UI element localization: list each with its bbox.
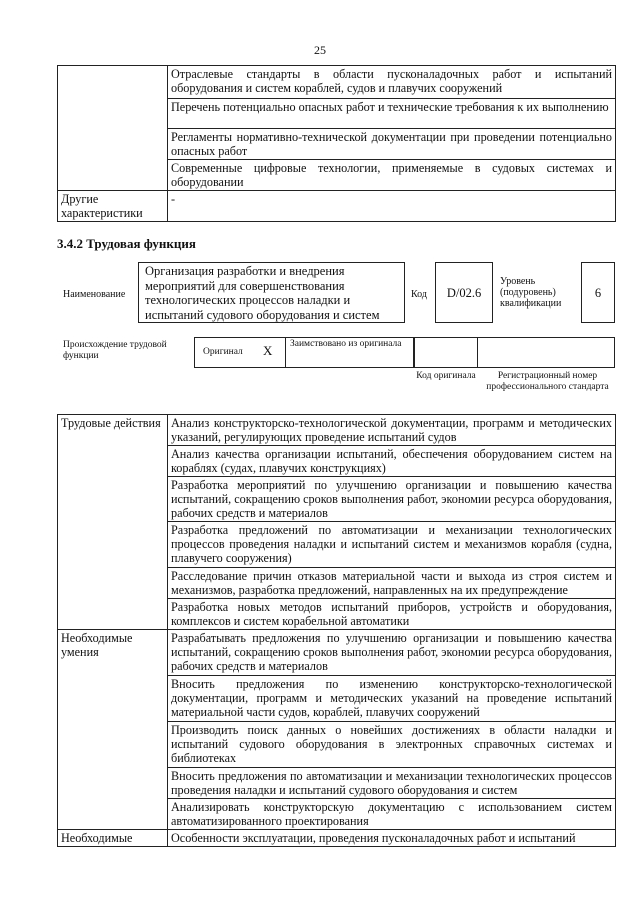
table-row: Расследование причин отказов материальной части и выхода из строя систем и механизмов, разработка предложений, направленных на их предупреждение <box>168 568 616 599</box>
top-table-row: Регламенты нормативно-технической документации при проведении потенциально опасных работ <box>168 129 616 160</box>
table-row: Вносить предложения по изменению конструкторско-технологической документации, программ и методических указаний на проведение испытаний материальной части судов, кораблей, плавучих сооружений <box>168 676 616 722</box>
required-knowledge-label: Необходимые <box>58 830 168 847</box>
required-skills-label: Необходимые умения <box>58 630 168 830</box>
code-label: Код <box>411 289 427 300</box>
table-row: Разработка новых методов испытаний приборов, устройств и оборудования, комплексов и систем корабельной автоматики <box>168 599 616 630</box>
table-row: Анализ качества организации испытаний, обеспечения оборудованием систем на кораблях (судах, плавучих конструкциях) <box>168 446 616 477</box>
code-original-box <box>414 337 478 368</box>
reg-number-box <box>477 337 615 368</box>
table-row: Анализировать конструкторскую документацию с использованием систем автоматизированного проектирования <box>168 799 616 830</box>
original-label: Оригинал <box>203 347 243 357</box>
borrowed-label: Заимствовано из оригинала <box>290 339 402 349</box>
top-table-empty-label-cell <box>58 66 168 191</box>
reg-number-caption: Регистрационный номер профессионального стандарта <box>486 371 609 392</box>
function-code-value: D/02.6 <box>435 262 493 323</box>
code-original-caption: Код оригинала <box>416 371 476 381</box>
top-table-row: Современные цифровые технологии, применяемые в судовых системах и оборудовании <box>168 160 616 191</box>
top-characteristics-table <box>57 65 616 222</box>
table-row: Разработка предложений по автоматизации и механизации технологических процессов проведения наладки и испытаний систем и механизмов корабля (судна, плавучего сооружения) <box>168 522 616 568</box>
labor-actions-label: Трудовые действия <box>58 415 168 630</box>
table-row: Разрабатывать предложения по улучшению организации и повышению качества испытаний, сокращению сроков выполнения работ, экономии ресурса оборудования, рабочих средств и материалов <box>168 630 616 676</box>
top-table-row: Отраслевые стандарты в области пусконаладочных работ и испытаний оборудования и систем кораблей, судов и плавучих сооружений <box>168 66 616 99</box>
level-label: Уровень (подуровень) квалификации <box>500 276 562 309</box>
labor-function-table <box>57 414 616 847</box>
page-number: 25 <box>314 43 326 57</box>
qualification-level-value: 6 <box>581 262 615 323</box>
origin-divider <box>285 337 286 368</box>
table-row: Вносить предложения по автоматизации и механизации технологических процессов проведения наладки и испытаний судового оборудования и систем <box>168 768 616 799</box>
table-row: Разработка мероприятий по улучшению организации и повышению качества испытаний, сокращению сроков выполнения работ, экономии ресурса оборудования, рабочих средств и материалов <box>168 477 616 522</box>
top-table-row: Перечень потенциально опасных работ и технические требования к их выполнению <box>168 99 616 129</box>
table-row: Производить поиск данных о новейших достижениях в области наладки и испытаний судового оборудования в электронных справочных системах и библиотеках <box>168 722 616 768</box>
function-name-value: Организация разработки и внедрения мероприятий для совершенствования технологических процессов наладки и испытаний судового оборудования и систем <box>138 262 405 323</box>
name-label: Наименование <box>63 289 126 300</box>
other-characteristics-label: Другие характеристики <box>58 191 168 222</box>
section-heading: 3.4.2 Трудовая функция <box>57 236 196 251</box>
other-characteristics-value: - <box>168 191 616 222</box>
origin-label: Происхождение трудовой функции <box>63 340 167 361</box>
table-row: Особенности эксплуатации, проведения пусконаладочных работ и испытаний <box>168 830 616 847</box>
original-mark: X <box>263 343 273 358</box>
table-row: Анализ конструкторско-технологической документации, программ и методических указаний, регулирующих проведение испытаний судов <box>168 415 616 446</box>
